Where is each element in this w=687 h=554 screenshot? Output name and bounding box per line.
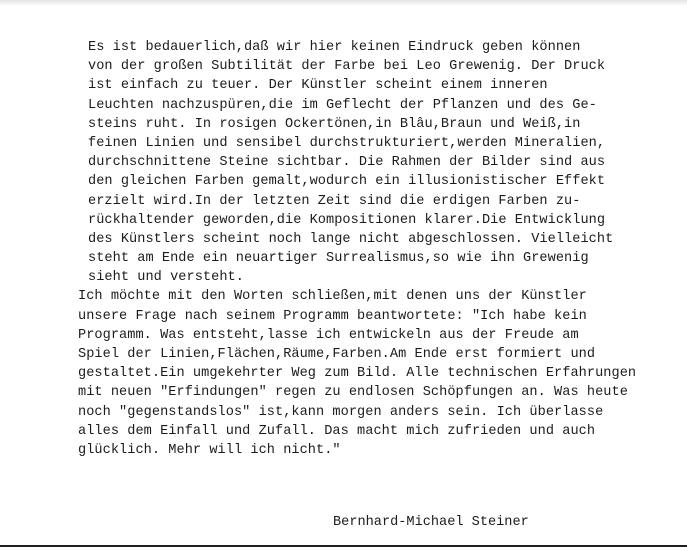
text-line: steht am Ende ein neuartiger Surrealismus,so wie ihn Grewenig bbox=[88, 251, 589, 267]
text-line: durchschnittene Steine sichtbar. Die Rahmen der Bilder sind aus bbox=[88, 155, 606, 171]
body-text bbox=[78, 38, 678, 460]
author-signature: Bernhard-Michael Steiner bbox=[333, 515, 529, 530]
text-line: gestaltet.Ein umgekehrter Weg zum Bild. Alle technischen Erfahrungen bbox=[78, 366, 637, 382]
text-line: ist einfach zu teuer. Der Künstler scheint einem inneren bbox=[88, 78, 548, 94]
text-line: noch "gegenstandslos" ist,kann morgen anders sein. Ich überlasse bbox=[78, 404, 604, 420]
text-line: feinen Linien und sensibel durchstrukturiert,werden Mineralien, bbox=[88, 135, 606, 151]
text-line: Es ist bedauerlich,daß wir hier keinen Eindruck geben können bbox=[88, 40, 581, 55]
paragraph-2 bbox=[78, 287, 678, 460]
text-line: Ich möchte mit den Worten schließen,mit denen uns der Künstler bbox=[78, 289, 587, 305]
text-line: den gleichen Farben gemalt,wodurch ein illusionistischer Effekt bbox=[88, 174, 606, 190]
text-line: unsere Frage nach seinem Programm beantwortete: "Ich habe kein bbox=[78, 308, 587, 324]
text-line: rückhaltender geworden,die Kompositionen klarer.Die Entwicklung bbox=[88, 212, 606, 228]
text-line: Leuchten nachzuspüren,die im Geflecht der Pflanzen und des Ge- bbox=[88, 97, 597, 113]
paragraph-1 bbox=[78, 38, 678, 287]
scan-top-edge bbox=[0, 0, 687, 6]
text-line: steins ruht. In rosigen Ockertönen,in Blâu,Braun und Weiß,in bbox=[88, 116, 581, 132]
text-line: alles dem Einfall und Zufall. Das macht mich zufrieden und auch bbox=[78, 423, 596, 439]
text-line: mit neuen "Erfindungen" regen zu endlosen Schöpfungen an. Was heute bbox=[78, 385, 628, 401]
text-line: sieht und versteht. bbox=[88, 270, 244, 286]
text-line: von der großen Subtilität der Farbe bei Leo Grewenig. Der Druck bbox=[88, 59, 606, 75]
bottom-divider bbox=[0, 545, 687, 547]
text-line: Spiel der Linien,Flächen,Räume,Farben.Am Ende erst formiert und bbox=[78, 347, 596, 362]
text-line: erzielt wird.In der letzten Zeit sind die erdigen Farben zu- bbox=[88, 193, 581, 209]
text-line: des Künstlers scheint noch lange nicht abgeschlossen. Vielleicht bbox=[88, 231, 614, 247]
text-line: glücklich. Mehr will ich nicht." bbox=[78, 442, 341, 458]
text-line: Programm. Was entsteht,lasse ich entwickeln aus der Freude am bbox=[78, 327, 579, 343]
